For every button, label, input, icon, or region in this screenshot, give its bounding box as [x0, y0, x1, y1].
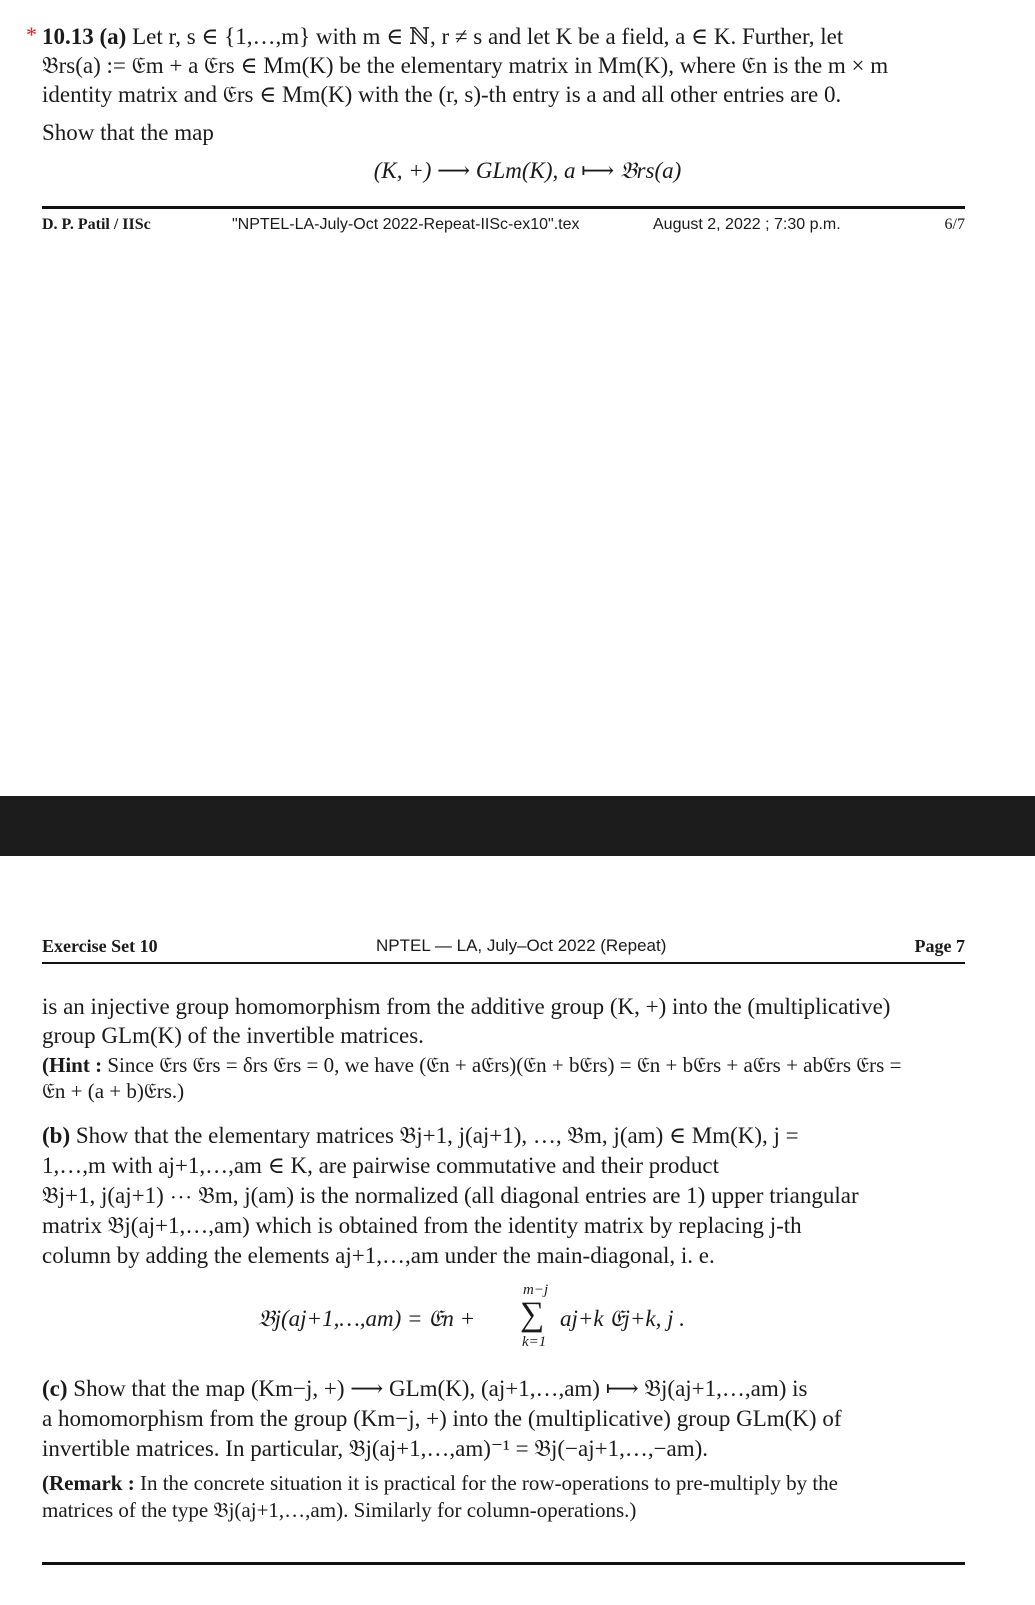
b-line-1: Show that the elementary matrices 𝔅j+1, j(aj+1), …, 𝔅m, j(am) ∈ Mm(K), j = [75, 1123, 799, 1148]
star-marker: * [26, 22, 37, 47]
b-formula-sum: ∑ [520, 1296, 545, 1333]
part-c-label: (c) [42, 1376, 68, 1401]
b-formula-sum-bottom: k=1 [522, 1334, 547, 1350]
hint-block [42, 1052, 965, 1104]
header-page: Page 7 [914, 936, 965, 956]
part-a-label: (a) [99, 24, 127, 49]
b-formula-rhs: aj+k 𝔈j+k, j . [560, 1306, 685, 1331]
b-line-3: 𝔅j+1, j(aj+1) ⋯ 𝔅m, j(am) is the normalized (all diagonal entries are 1) upper triangular [42, 1183, 859, 1208]
footer-date: August 2, 2022 ; 7:30 p.m. [653, 216, 841, 233]
footer-rule [42, 206, 965, 209]
problem-statement-a [42, 22, 965, 109]
b-formula-lhs: 𝔅j(aj+1,…,am) = 𝔈n + [258, 1306, 476, 1331]
remark-label: (Remark : [42, 1471, 135, 1495]
remark-block [42, 1470, 965, 1524]
b-line-2: 1,…,m with aj+1,…,am ∈ K, are pairwise commutative and their product [42, 1153, 720, 1178]
show-line: Show that the map [42, 120, 214, 145]
statement-line-3: identity matrix and 𝔈rs ∈ Mm(K) with the (r, s)-th entry is a and all other entries are 0. [42, 82, 842, 107]
b-formula [258, 1282, 758, 1352]
footer-file: "NPTEL-LA-July-Oct 2022-Repeat-IISc-ex10".tex [232, 216, 580, 233]
map-formula: (K, +) ⟶ GLm(K), a ⟼ 𝔅rs(a) [373, 158, 682, 183]
c-line-2: a homomorphism from the group (Km−j, +) into the (multiplicative) group GLm(K) of [42, 1406, 842, 1431]
part-c [42, 1374, 965, 1464]
header-exercise-set: Exercise Set 10 [42, 936, 158, 956]
hint-line-2: 𝔈n + (a + b)𝔈rs.) [42, 1079, 185, 1103]
c-line-1: Show that the map (Km−j, +) ⟶ GLm(K), (aj+1,…,am) ⟼ 𝔅j(aj+1,…,am) is [73, 1376, 808, 1401]
b-line-4: matrix 𝔅j(aj+1,…,am) which is obtained from the identity matrix by replacing j-th [42, 1213, 802, 1238]
continuation-text [42, 992, 965, 1050]
b-line-5: column by adding the elements aj+1,…,am under the main-diagonal, i. e. [42, 1243, 715, 1268]
statement-line-2: 𝔅rs(a) := 𝔈m + a 𝔈rs ∈ Mm(K) be the elementary matrix in Mm(K), where 𝔈n is the m × m [42, 53, 889, 78]
header-course: NPTEL — LA, July–Oct 2022 (Repeat) [376, 936, 667, 955]
footer-author: D. P. Patil / IISc [42, 216, 151, 233]
footer-page: 6/7 [944, 216, 965, 233]
hint-label: (Hint : [42, 1053, 103, 1077]
statement-line-1: Let r, s ∈ {1,…,m} with m ∈ ℕ, r ≠ s and let K be a field, a ∈ K. Further, let [132, 24, 844, 49]
problem-number: 10.13 [42, 24, 94, 49]
bottom-rule [42, 1562, 965, 1565]
page-separator [0, 796, 1035, 856]
remark-line-1: In the concrete situation it is practical for the row-operations to pre-multiply by the [139, 1471, 839, 1495]
remark-line-2: matrices of the type 𝔅j(aj+1,…,am). Similarly for column-operations.) [42, 1498, 637, 1522]
c-line-3: invertible matrices. In particular, 𝔅j(aj+1,…,am)⁻¹ = 𝔅j(−aj+1,…,−am). [42, 1436, 709, 1461]
cont-line-2: group GLm(K) of the invertible matrices. [42, 1023, 424, 1048]
cont-line-1: is an injective group homomorphism from the additive group (K, +) into the (multiplicative) [42, 994, 891, 1019]
header-rule [42, 962, 965, 964]
b-formula-sum-top: m−j [523, 1282, 549, 1298]
hint-line-1: Since 𝔈rs 𝔈rs = δrs 𝔈rs = 0, we have (𝔈n + a𝔈rs)(𝔈n + b𝔈rs) = 𝔈n + b𝔈rs + a𝔈rs + ab𝔈rs 𝔈rs = [107, 1053, 902, 1077]
part-b-label: (b) [42, 1123, 71, 1148]
part-b [42, 1121, 965, 1271]
